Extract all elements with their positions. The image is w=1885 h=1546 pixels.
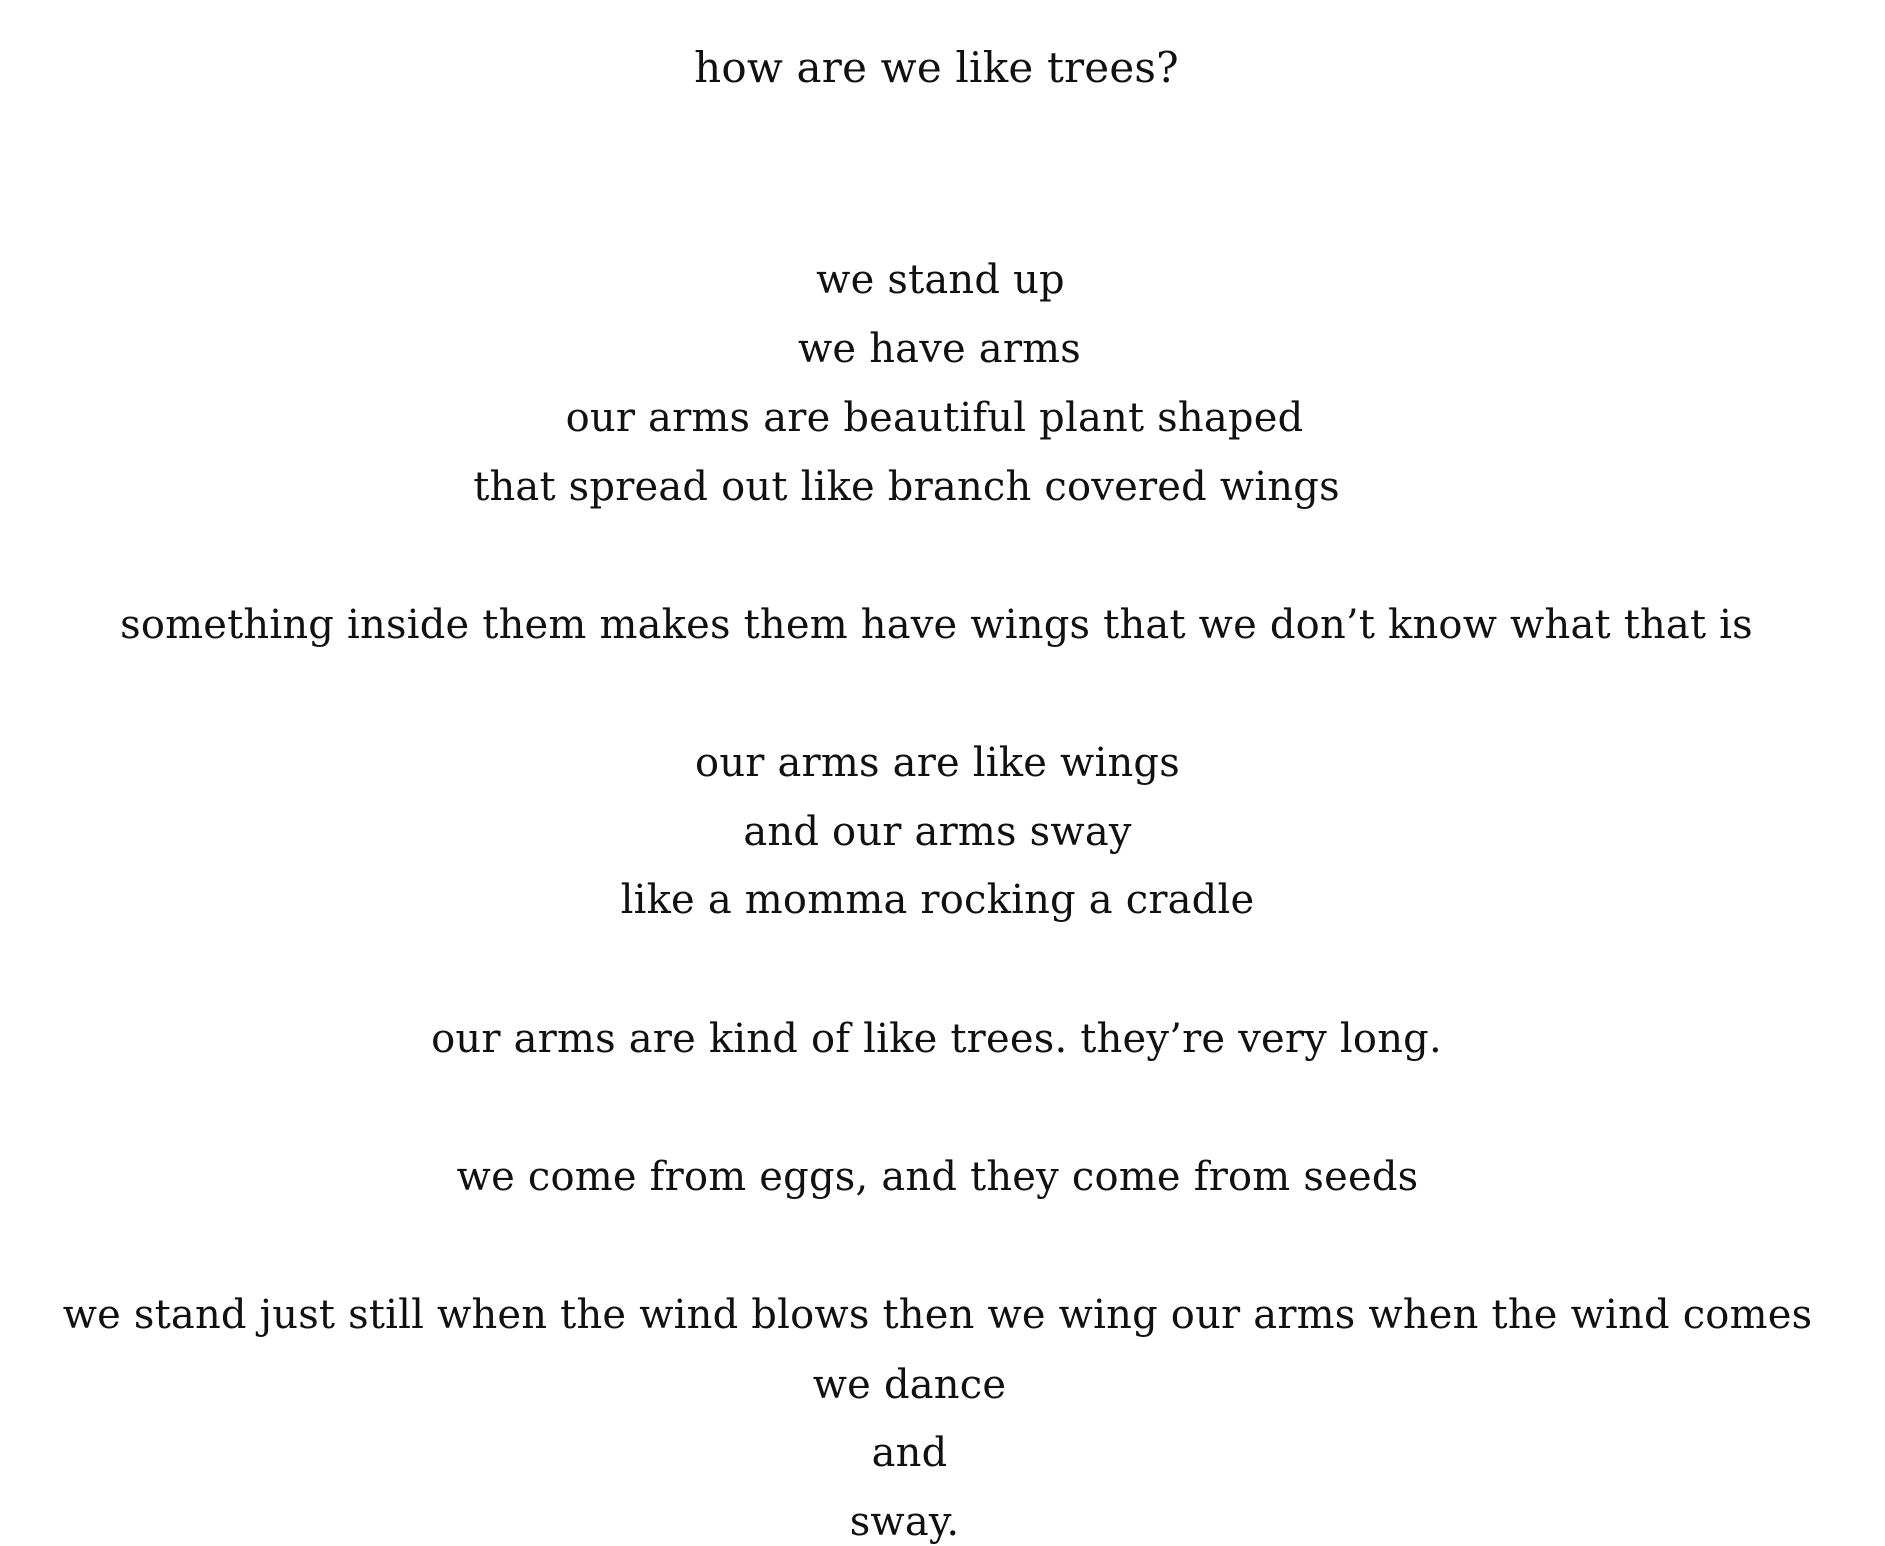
poem-line: we dance (812, 1362, 1007, 1408)
poem-line: our arms are kind of like trees. they’re very long. (431, 1016, 1442, 1062)
poem-line: our arms are like wings (695, 740, 1180, 786)
poem-line: like a momma rocking a cradle (620, 877, 1255, 923)
poem-line: we come from eggs, and they come from seeds (456, 1154, 1419, 1200)
poem-line: we stand up (816, 257, 1065, 303)
poem-line: we stand just still when the wind blows then we wing our arms when the wind comes (62, 1292, 1813, 1338)
poem-line: sway. (849, 1499, 960, 1545)
poem-line: and our arms sway (743, 809, 1132, 855)
poem-line: we have arms (797, 326, 1082, 372)
poem-line: something inside them makes them have wings that we don’t know what that is (120, 602, 1753, 648)
poem-line: that spread out like branch covered wings (473, 464, 1340, 510)
poem-line: our arms are beautiful plant shaped (565, 395, 1304, 441)
poem-line: and (871, 1430, 948, 1476)
poem-title: how are we like trees? (694, 43, 1179, 92)
